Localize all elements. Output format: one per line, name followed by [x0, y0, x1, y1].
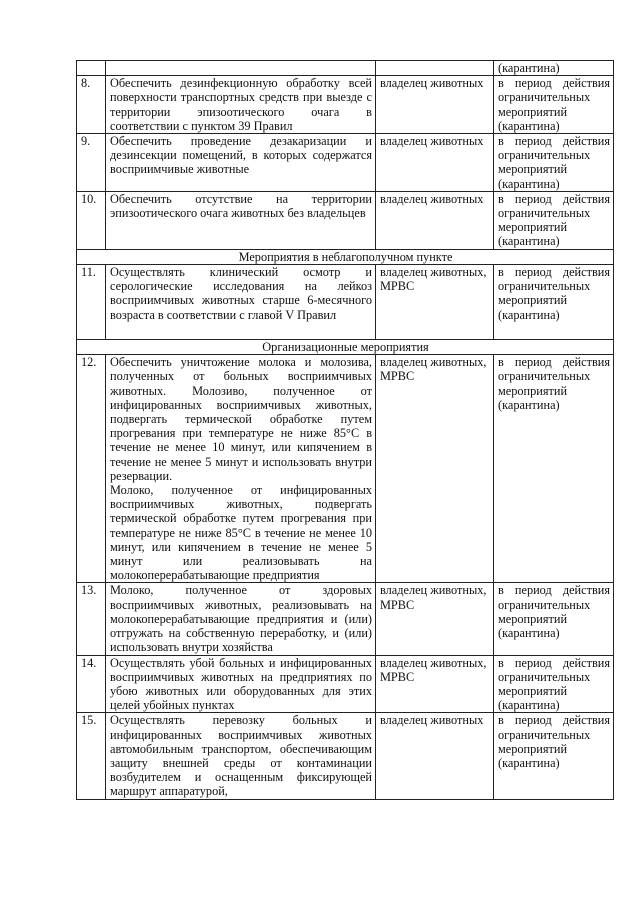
row-number: 14. [77, 655, 106, 713]
table-row [77, 61, 614, 76]
period-cell: в период действия ограничительных мероприятий (карантина) [494, 191, 614, 249]
action-cell: Обеспечить проведение дезакаризации и дезинсекции помещений, в которых содержатся восприимчивые животные [106, 134, 376, 192]
section-title: Организационные мероприятия [77, 340, 614, 355]
period-cell: в период действия ограничительных мероприятий (карантина) [494, 76, 614, 134]
table-row [77, 583, 614, 655]
responsible-cell: владелец животных, МРВС [376, 265, 494, 340]
action-cell: Обеспечить отсутствие на территории эпизоотического очага животных без владельцев [106, 191, 376, 249]
action-cell [106, 61, 376, 76]
row-number: 11. [77, 265, 106, 340]
section-header-row [77, 340, 614, 355]
row-number: 10. [77, 191, 106, 249]
row-number [77, 61, 106, 76]
period-cell: в период действия ограничительных мероприятий (карантина) [494, 355, 614, 583]
row-number: 15. [77, 713, 106, 799]
responsible-cell: владелец животных [376, 76, 494, 134]
table-row [77, 134, 614, 192]
responsible-cell: владелец животных, МРВС [376, 655, 494, 713]
period-cell: в период действия ограничительных мероприятий (карантина) [494, 265, 614, 340]
responsible-cell: владелец животных [376, 191, 494, 249]
action-cell [106, 355, 376, 583]
period-cell: в период действия ограничительных мероприятий (карантина) [494, 583, 614, 655]
responsible-cell: владелец животных, МРВС [376, 355, 494, 583]
table-row [77, 76, 614, 134]
period-cell: в период действия ограничительных мероприятий (карантина) [494, 655, 614, 713]
table-row [77, 265, 614, 340]
action-cell: Обеспечить дезинфекционную обработку всей поверхности транспортных средств при выезде с территории эпизоотического очага в соответствии с пунктом 39 Правил [106, 76, 376, 134]
section-header-row [77, 249, 614, 264]
responsible-cell: владелец животных, МРВС [376, 583, 494, 655]
table-row [77, 655, 614, 713]
action-paragraph: Молоко, полученное от инфицированных восприимчивых животных, подвергать термической обработке путем прогревания при температуре не ниже 85°C в течение не менее 10 минут, или кипячением в течение не менее 5 минут или реализовывать на молокоперерабатывающие предприятия [110, 483, 372, 583]
table-row [77, 355, 614, 583]
action-paragraph: Обеспечить уничтожение молока и молозива, полученных от больных восприимчивых животных. Молозиво, полученное от инфицированных восприимчивых животных, подвергать термической обработке путем прогревания при температуре не ниже 85°C в течение не менее 10 минут, или кипячением в течение не менее 5 минут и использовать внутри резервации. [110, 355, 372, 483]
action-cell: Осуществлять перевозку больных и инфицированных восприимчивых животных автомобильным транспортом, обеспечивающим защиту внешней среды от контаминации возбудителем и оснащенным фиксирующей маршрут аппаратурой, [106, 713, 376, 799]
table-row [77, 191, 614, 249]
period-cell: в период действия ограничительных мероприятий (карантина) [494, 713, 614, 799]
row-number: 8. [77, 76, 106, 134]
period-cell: в период действия ограничительных мероприятий (карантина) [494, 134, 614, 192]
row-number: 13. [77, 583, 106, 655]
row-number: 9. [77, 134, 106, 192]
action-cell: Молоко, полученное от здоровых восприимчивых животных, реализовывать на молокоперерабатывающие предприятия и (или) отгружать на собственную переработку, и (или) использовать внутри хозяйства [106, 583, 376, 655]
responsible-cell: владелец животных [376, 134, 494, 192]
table-row [77, 713, 614, 799]
period-cell: (карантина) [494, 61, 614, 76]
section-title: Мероприятия в неблагополучном пункте [77, 249, 614, 264]
action-cell: Осуществлять клинический осмотр и серологические исследования на лейкоз восприимчивых животных старше 6-месячного возраста в соответствии с главой V Правил [106, 265, 376, 340]
measures-table [76, 60, 614, 800]
action-cell: Осуществлять убой больных и инфицированных восприимчивых животных на предприятиях по убою животных или оборудованных для этих целей убойных пунктах [106, 655, 376, 713]
row-number: 12. [77, 355, 106, 583]
responsible-cell [376, 61, 494, 76]
responsible-cell: владелец животных [376, 713, 494, 799]
